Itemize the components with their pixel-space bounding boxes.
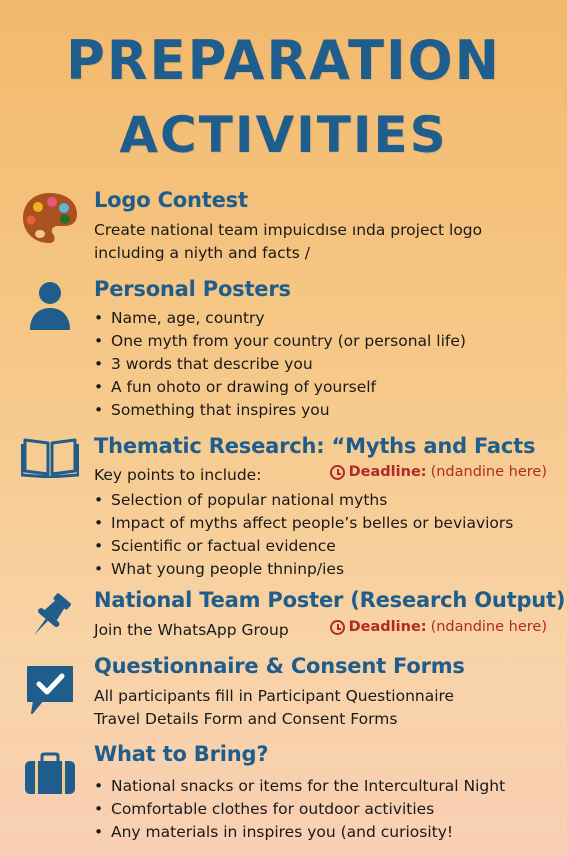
- list-item: • Impact of myths affect people’s belles or beviaviors: [94, 512, 513, 535]
- section-body: [94, 685, 454, 731]
- clock-icon: [330, 620, 345, 635]
- person-icon: [20, 278, 80, 334]
- deadline: [330, 619, 547, 635]
- section-heading: Personal Posters: [94, 277, 291, 301]
- list-item: • Comfortable clothes for outdoor activities: [94, 798, 505, 821]
- body-line: including a niyth and facts /: [94, 244, 310, 262]
- list-item: • National snacks or items for the Intercultural Night: [94, 775, 505, 798]
- deadline-value: (ndandine here): [430, 464, 547, 480]
- section-heading: Logo Contest: [94, 188, 248, 212]
- deadline-label: Deadline:: [348, 464, 427, 480]
- section-body: [94, 307, 466, 422]
- deadline-label: Deadline:: [348, 619, 427, 635]
- list-item: • A fun ohoto or drawing of yourself: [94, 376, 466, 399]
- list-item: • 3 words that describe you: [94, 353, 466, 376]
- section-body: [94, 775, 505, 844]
- section-thematic-research: [0, 430, 567, 580]
- page-title-line-1: PREPARATION: [66, 29, 501, 92]
- suitcase-icon: [20, 746, 80, 802]
- section-logo-contest: [0, 182, 567, 272]
- section-what-to-bring: [0, 740, 567, 850]
- deadline-value: (ndandine here): [430, 619, 547, 635]
- section-personal-posters: [0, 274, 567, 424]
- deadline: [330, 464, 547, 480]
- page-title-line-2: ACTIVITIES: [119, 106, 448, 164]
- section-intro: Key points to include:: [94, 466, 262, 484]
- clock-icon: [330, 465, 345, 480]
- body-line: All participants fill in Participant Questionnaire: [94, 687, 455, 705]
- open-book-icon: [20, 430, 80, 482]
- list-item: • Something that inspires you: [94, 399, 466, 422]
- section-heading: National Team Poster (Research Output): [94, 588, 566, 612]
- body-line: Create national team impuicdıse ında project logo: [94, 221, 483, 239]
- checkmark-chat-icon: [20, 660, 80, 720]
- pushpin-icon: [20, 588, 80, 644]
- list-item: • Selection of popular national myths: [94, 489, 513, 512]
- section-national-team-poster: [0, 586, 567, 646]
- list-item: • What young people thninp/ies: [94, 558, 513, 581]
- section-body: [94, 619, 289, 642]
- list-item: • Scientific or factual evidence: [94, 535, 513, 558]
- section-body: [94, 219, 482, 265]
- section-heading: What to Bring?: [94, 742, 269, 766]
- list-item: • One myth from your country (or personal life): [94, 330, 466, 353]
- list-item: • Name, age, country: [94, 307, 466, 330]
- body-line: Travel Details Form and Consent Forms: [94, 710, 398, 728]
- section-heading: Thematic Research: “Myths and Facts: [94, 434, 536, 458]
- palette-icon: [20, 188, 80, 248]
- section-heading: Questionnaire & Consent Forms: [94, 654, 465, 678]
- list-item: • Any materials in inspires you (and curiosity!: [94, 821, 505, 844]
- body-line: Join the WhatsApp Group: [94, 621, 289, 639]
- section-questionnaire: [0, 652, 567, 732]
- section-body: [94, 464, 513, 581]
